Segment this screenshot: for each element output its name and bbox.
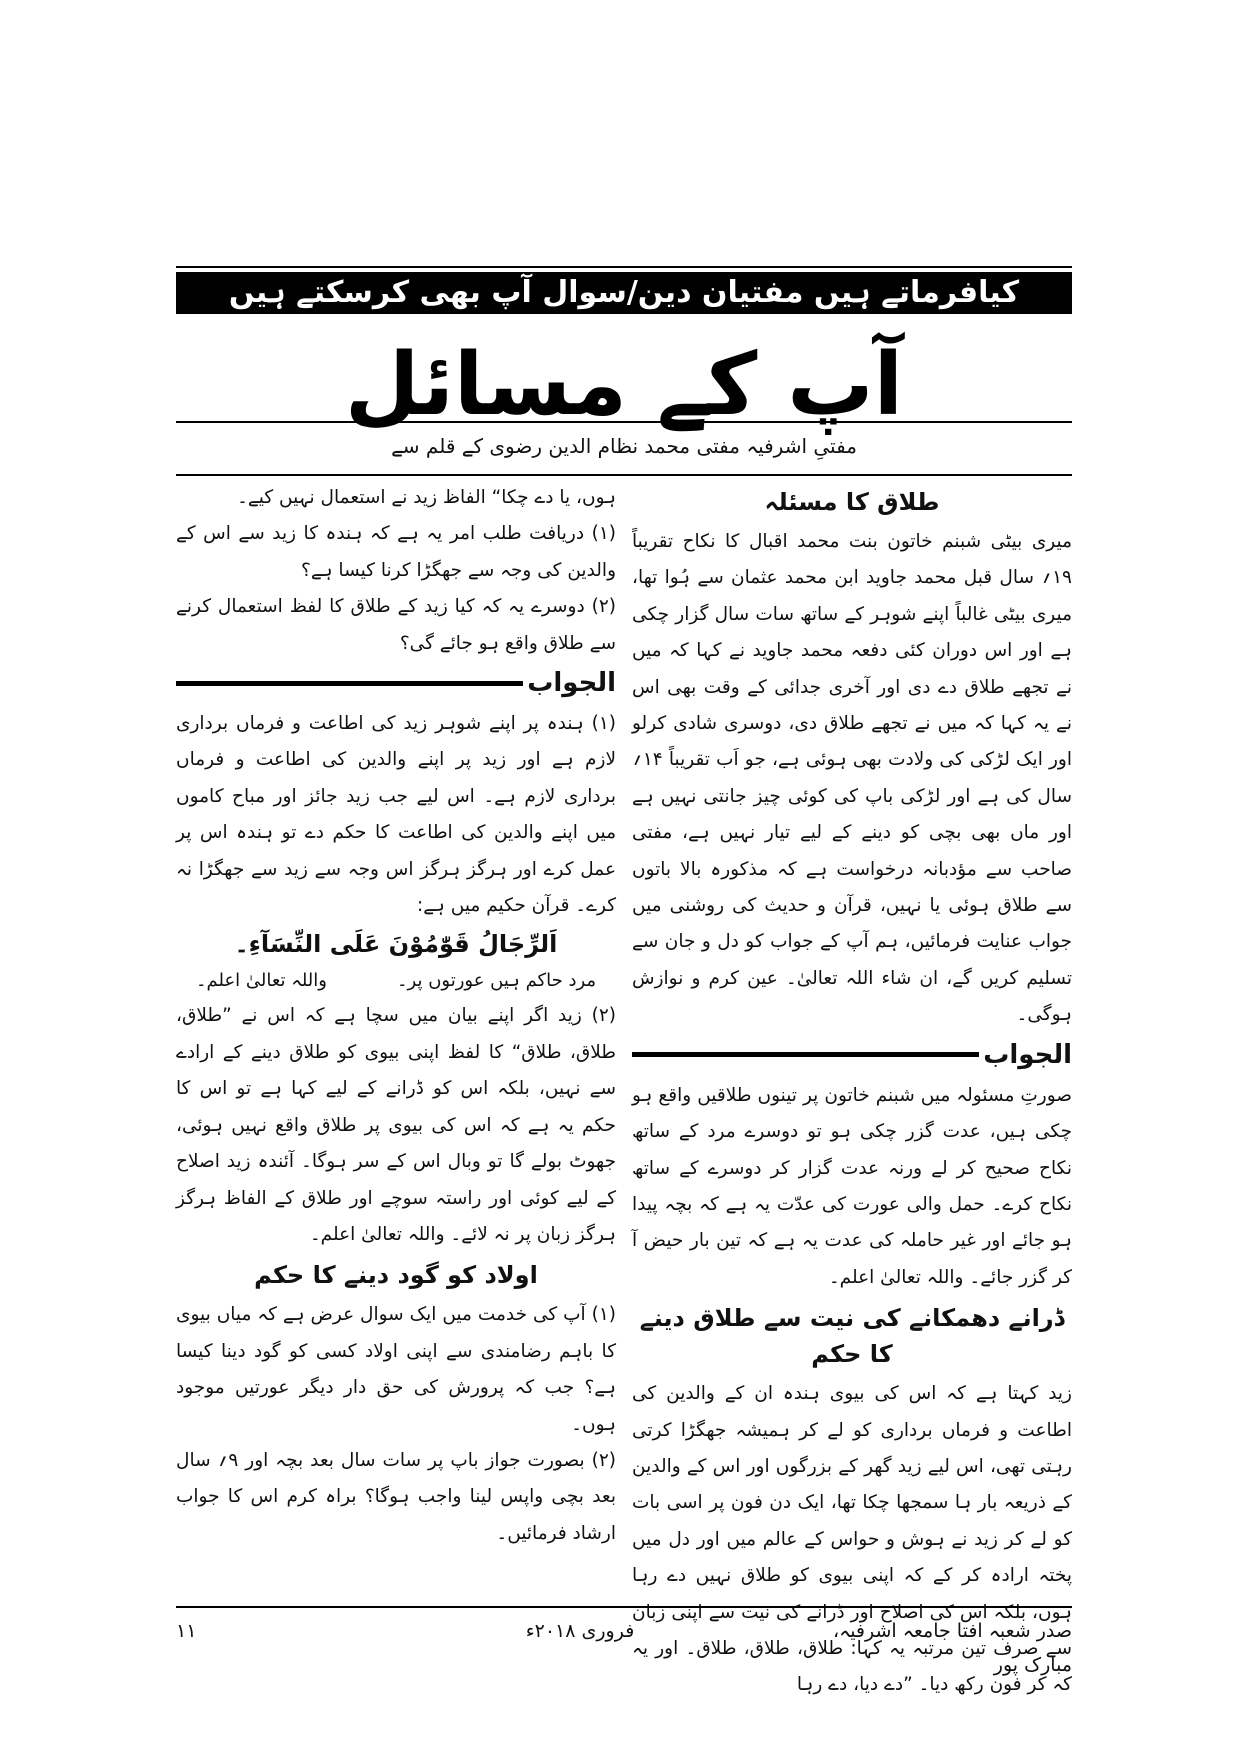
question-part-1: (۱) آپ کی خدمت میں ایک سوال عرض ہے کہ میاں بیوی کا باہم رضامندی سے اپنی اولاد کسی کو گود دینا کیسا ہے؟ جب کہ پرورش کی حق دار دیگر عورتیں موجود ہوں۔ [176, 1304, 616, 1435]
question-heading-adoption: اولاد کو گود دینے کا حکم [254, 1261, 538, 1290]
top-rule [176, 266, 1072, 268]
answer-label: الجواب [527, 668, 616, 699]
section-banner: کیافرماتے ہیں مفتیان دین/سوال آپ بھی کرسکتے ہیں [176, 272, 1072, 314]
question-continuation: ہوں، یا دے چکا“ الفاظ زید نے استعمال نہیں کیے۔ [237, 487, 616, 508]
question-heading-talaq: طلاق کا مسئلہ [764, 488, 940, 516]
question-heading-threat: ڈرانے دھمکانے کی نیت سے طلاق دینے کا حکم [639, 1304, 1065, 1369]
question-text: میری بیٹی شبنم خاتون بنت محمد اقبال کا نکاح تقریباً ۱۹؍ سال قبل محمد جاوید ابن محمد عثمان سے ہُوا تھا، میری بیٹی غالباً اپنے شوہر کے ساتھ سات سال گزار چکی ہے اور اس دوران کئی دفعہ محمد جاوید نے کہا کہ میں نے تجھے طلاق دے دی اور آخری جدائی کے وقت بھی اس نے یہ کہا کہ میں نے تجھے طلاق دی، دوسری شادی کرلو اور ایک لڑکی کی ولادت بھی ہوئی ہے، جو اَب تقریباً ۱۴؍ سال کی ہے اور لڑکی باپ کی کوئی چیز جانتی نہیں ہے اور ماں بھی بچی کو دینے کے لیے تیار نہیں ہے، مفتی صاحب سے مؤدبانہ درخواست ہے کہ مذکورہ بالا باتوں سے طلاق ہوئی یا نہیں، قرآن و حدیث کی روشنی میں جواب عنایت فرمائیں، ہم آپ کے جواب کو دل و جان سے تسلیم کریں گے، ان شاء اللہ تعالیٰ۔ عین کرم و نوازش ہوگی۔ [632, 531, 1072, 1026]
byline-divider [176, 474, 1072, 476]
answer-part-2: (۲) زید اگر اپنے بیان میں سچا ہے کہ اس نے ”طلاق، طلاق، طلاق“ کا لفظ اپنی بیوی کو طلاق دینے کے ارادے سے نہیں، بلکہ اس کو ڈرانے کے لیے کہا ہے تو اس کا حکم یہ ہے کہ اس کی بیوی پر طلاق واقع نہیں ہوئی، جھوٹ بولے گا تو وبال اس کے سر ہوگا۔ آئندہ زید اصلاح کے لیے کوئی اور راستہ سوچے اور طلاق کے الفاظ ہرگز ہرگز زبان پر نہ لائے۔ واللہ تعالیٰ اعلم۔ [176, 1005, 616, 1245]
verse-translation-row [176, 964, 616, 998]
left-column [176, 480, 616, 1596]
footer-date: فروری ۲۰۱۸ء [525, 1620, 635, 1642]
page-number: ۱۱ [176, 1620, 197, 1642]
answer-label: الجواب [983, 1039, 1072, 1070]
quran-verse: اَلرِّجَالُ قَوّٰمُوْنَ عَلَی النِّسَآءِ۔ [234, 930, 558, 959]
verse-closing: واللہ تعالیٰ اعلم۔ [195, 970, 327, 992]
answer-underline [632, 1052, 979, 1057]
verse-translation: مرد حاکم ہیں عورتوں پر۔ [396, 970, 597, 992]
footer-department: صدر شعبہ افتا جامعہ اشرفیہ، مبارک پور [832, 1620, 1072, 1676]
question-part-2: (۲) بصورت جواز باپ پر سات سال بعد بچہ اور ۹؍ سال بعد بچی واپس لینا واجب ہوگا؟ براہ کرم اس کا جواب ارشاد فرمائیں۔ [176, 1449, 616, 1544]
answer-heading [632, 1036, 1072, 1074]
question-text: زید کہتا ہے کہ اس کی بیوی ہندہ ان کے والدین کی اطاعت و فرماں برداری کو لے کر ہمیشہ جھگڑا کرتی رہتی تھی، اس لیے زید گھر کے بزرگوں اور اس کے والدین کے ذریعہ بار ہا سمجھا چکا تھا، ایک دن فون پر اسی بات کو لے کر زید نے ہوش و حواس کے عالم میں اور دل میں پختہ ارادہ کر کے کہ اپنی بیوی کو طلاق نہیں دے رہا ہوں، بلکہ اس کی اصلاح اور ڈرانے کی نیت سے اپنی زبان سے صرف تین مرتبہ یہ کہا: طلاق، طلاق، طلاق۔ اور یہ کہ کر فون رکھ دیا۔ ”دے دیا، دے رہا [632, 1383, 1072, 1696]
answer-heading [176, 664, 616, 702]
footer-divider [176, 1606, 1072, 1608]
answer-text: صورتِ مسئولہ میں شبنم خاتون پر تینوں طلاقیں واقع ہو چکی ہیں، عدت گزر چکی ہو تو دوسرے مرد کے ساتھ نکاح صحیح کر لے ورنہ عدت گزار کر دوسرے کے ساتھ نکاح کرے۔ حمل والی عورت کی عدّت یہ ہے کہ بچہ پیدا ہو جائے اور غیر حاملہ کی عدت یہ ہے کہ تین بار حیض آ کر گزر جائے۔ واللہ تعالیٰ اعلم۔ [632, 1084, 1072, 1288]
page-title: آپ کے مسائل [344, 335, 904, 435]
answer-underline [176, 681, 523, 686]
answer-part-1: (۱) ہندہ پر اپنے شوہر زید کی اطاعت و فرماں برداری لازم ہے اور زید پر اپنے والدین کی اطاعت و فرماں برداری لازم ہے۔ اس لیے جب زید جائز اور مباح کاموں میں اپنے والدین کی اطاعت کا حکم دے تو ہندہ اس پر عمل کرے اور ہرگز ہرگز اس وجہ سے زید سے جھگڑا نہ کرے۔ قرآن حکیم میں ہے: [176, 713, 616, 917]
question-part-2: (۲) دوسرے یہ کہ کیا زید کے طلاق کا لفظ استعمال کرنے سے طلاق واقع ہو جائے گی؟ [176, 596, 616, 654]
author-byline: مفتیِ اشرفیہ مفتی محمد نظام الدین رضوی کے قلم سے [391, 434, 857, 458]
question-part-1: (۱) دریافت طلب امر یہ ہے کہ ہندہ کا زید سے اس کے والدین کی وجہ سے جھگڑا کرنا کیسا ہے؟ [176, 523, 616, 581]
title-divider [176, 421, 1072, 423]
